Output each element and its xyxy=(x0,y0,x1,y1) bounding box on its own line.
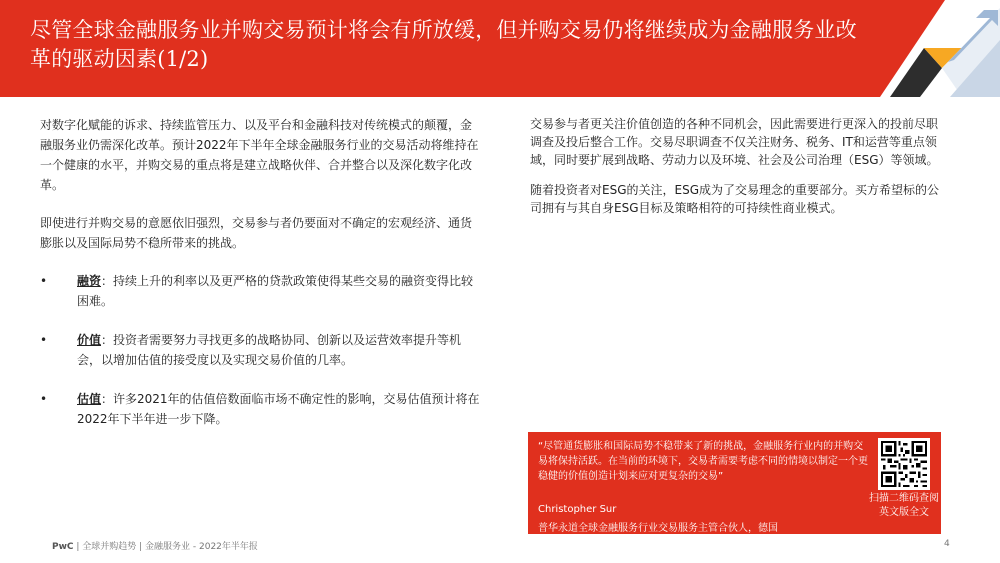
quote-box xyxy=(528,432,941,534)
footer xyxy=(52,539,258,552)
value-creation-paragraph: 交易参与者更关注价值创造的各种不同机会，因此需要进行更深入的投前尽职调查及投后整合工作。交易尽职调查不仅关注财务、税务、IT和运营等重点领域，同时要扩展到战略、劳动力以及环境、社会及公司治理（ESG）等领域。 xyxy=(530,117,939,167)
esg-paragraph: 随着投资者对ESG的关注，ESG成为了交易理念的重要部分。买方希望标的公司拥有与其自身ESG目标及策略相符的可持续性商业模式。 xyxy=(530,183,939,215)
header-banner xyxy=(0,0,1000,97)
bullet-icon: • xyxy=(40,274,48,288)
list-item xyxy=(40,271,480,311)
bullet-text: ：投资者需要努力寻找更多的战略协同、创新以及运营效率提升等机会，以增加估值的接受度以及实现交易价值的几率。 xyxy=(77,333,462,367)
intro-paragraph: 对数字化赋能的诉求、持续监管压力、以及平台和金融科技对传统模式的颠覆，金融服务业仍需深化改革。预计2022年下半年全球金融服务行业的交易活动将维持在一个健康的水平，并购交易的重点将是建立战略伙伴、合并整合以及深化数字化改革。 xyxy=(40,118,479,192)
quote-author-name: Christopher Sur xyxy=(538,504,617,515)
bullet-icon: • xyxy=(40,333,48,347)
bullet-key: 融资 xyxy=(77,274,102,288)
right-column xyxy=(530,115,940,229)
challenge-paragraph: 即使进行并购交易的意愿依旧强烈，交易参与者仍要面对不确定的宏观经济、通货膨胀以及国际局势不稳所带来的挑战。 xyxy=(40,216,473,250)
page-number: 4 xyxy=(944,539,950,549)
bullet-key: 估值 xyxy=(77,392,102,406)
list-item xyxy=(40,389,480,429)
footer-brand: PwC xyxy=(52,542,74,552)
qr-caption: 扫描二维码查阅英文版全文 xyxy=(869,493,939,518)
list-item xyxy=(40,330,480,370)
page-title: 尽管全球金融服务业并购交易预计将会有所放缓，但并购交易仍将继续成为金融服务业改革的驱动因素(1/2) xyxy=(30,18,857,71)
footer-text: | 全球并购趋势 | 金融服务业 - 2022年半年报 xyxy=(73,542,258,552)
qr-code-icon[interactable] xyxy=(878,438,930,490)
bullet-text: ：许多2021年的估值倍数面临市场不确定性的影响，交易估值预计将在2022年下半年进一步下降。 xyxy=(77,392,480,426)
left-column xyxy=(40,115,480,448)
pwc-arrow-logo-icon xyxy=(850,0,1000,97)
quote-text: “尽管通货膨胀和国际局势不稳带来了新的挑战，金融服务行业内的并购交易将保持活跃。在当前的环境下，交易者需要考虑不同的情境以制定一个更稳健的价值创造计划来应对更复杂的交易” xyxy=(538,441,868,482)
quote-author-role: 普华永道全球金融服务行业交易服务主管合伙人，德国 xyxy=(538,523,778,534)
bullet-text: ：持续上升的利率以及更严格的贷款政策使得某些交易的融资变得比较困难。 xyxy=(77,274,474,308)
bullet-key: 价值 xyxy=(77,333,102,347)
bullet-icon: • xyxy=(40,392,48,406)
